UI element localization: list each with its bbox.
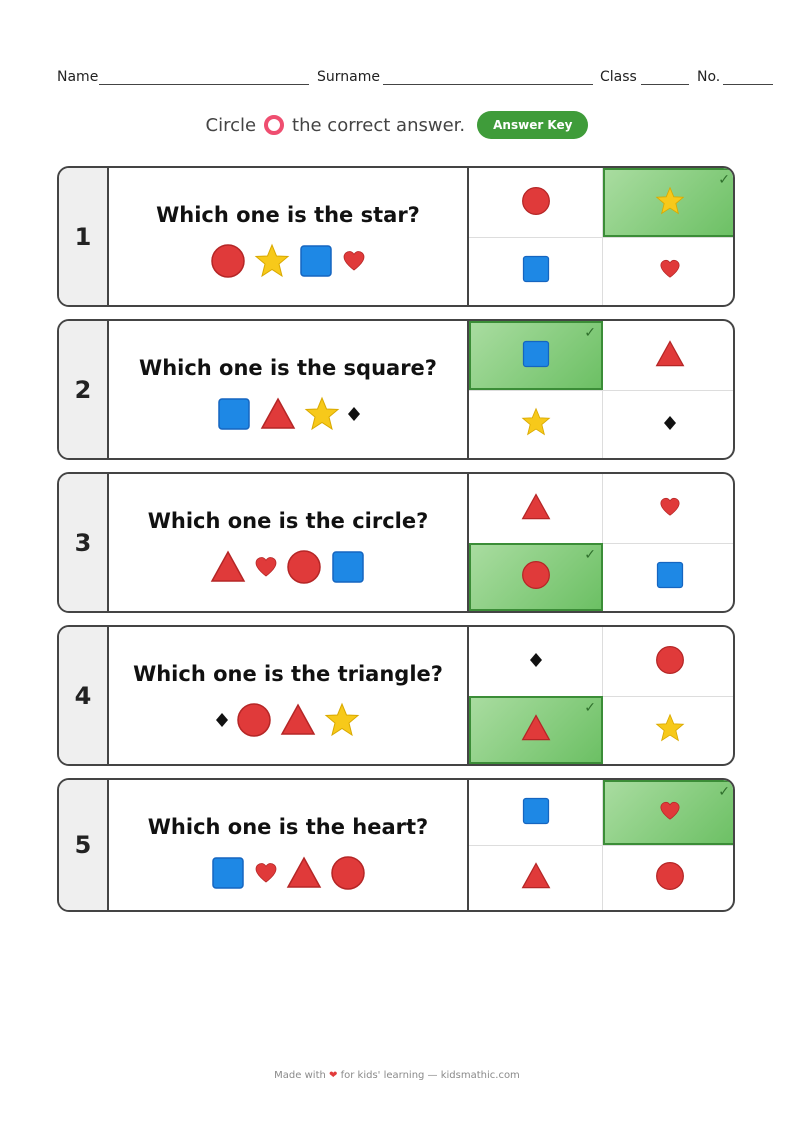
circle-icon: [521, 560, 551, 594]
circle-icon: [521, 186, 551, 220]
class-field[interactable]: [641, 84, 689, 85]
question-number: 3: [59, 474, 109, 611]
square-icon: [655, 560, 685, 594]
answer-option-triangle[interactable]: [469, 696, 603, 764]
checkmark-icon: ✓: [584, 325, 596, 341]
surname-label: Surname: [317, 69, 380, 85]
star-icon: [304, 396, 340, 432]
instruction: [0, 110, 794, 140]
answer-option-triangle[interactable]: [469, 474, 603, 543]
surname-field[interactable]: [383, 84, 593, 85]
square-icon: [521, 796, 551, 830]
triangle-icon: [655, 339, 685, 373]
question-text: Which one is the square?: [139, 356, 437, 380]
instruction-suffix: the correct answer.: [292, 114, 466, 136]
question-prompt: [109, 321, 469, 458]
square-icon: [216, 396, 252, 432]
star-icon: [521, 407, 551, 441]
answer-option-heart[interactable]: [603, 237, 735, 305]
diamond-icon: [216, 713, 228, 727]
name-field[interactable]: [99, 84, 309, 85]
shape-row: [109, 853, 467, 893]
answer-option-star[interactable]: [603, 168, 735, 237]
answer-option-circle[interactable]: [469, 543, 603, 611]
triangle-icon: [260, 396, 296, 432]
footer-suffix: for kids' learning — kidsmathic.com: [340, 1070, 520, 1081]
shape-row: [109, 394, 467, 434]
answer-grid: [469, 474, 735, 611]
checkmark-icon: ✓: [718, 784, 730, 800]
circle-icon: [236, 702, 272, 738]
footer: [0, 1070, 794, 1081]
question-card: [57, 625, 735, 766]
answer-option-heart[interactable]: [603, 474, 735, 543]
name-label: Name: [57, 69, 99, 85]
answer-grid: [469, 168, 735, 305]
star-icon: [655, 186, 685, 220]
triangle-icon: [210, 549, 246, 585]
star-icon: [324, 702, 360, 738]
heart-icon: [659, 258, 681, 284]
question-text: Which one is the triangle?: [133, 662, 443, 686]
heart-icon: [659, 800, 681, 826]
star-icon: [655, 713, 685, 747]
checkmark-icon: ✓: [584, 547, 596, 563]
square-icon: [521, 254, 551, 288]
heart-icon: [659, 496, 681, 522]
triangle-icon: [521, 492, 551, 526]
instruction-prefix: Circle: [205, 114, 257, 136]
shape-row: [109, 700, 467, 740]
question-number: 1: [59, 168, 109, 305]
heart-icon: [342, 249, 366, 273]
shape-row: [109, 241, 467, 281]
answer-option-diamond[interactable]: [469, 627, 603, 696]
footer-prefix: Made with: [274, 1070, 326, 1081]
answer-grid: [469, 627, 735, 764]
answer-option-square[interactable]: [469, 321, 603, 390]
answer-option-triangle[interactable]: [603, 321, 735, 390]
diamond-icon: [348, 407, 360, 421]
answer-option-circle[interactable]: [469, 168, 603, 237]
answer-option-square[interactable]: [469, 780, 603, 845]
circle-icon: [655, 645, 685, 679]
question-card: [57, 319, 735, 460]
answer-option-square[interactable]: [469, 237, 603, 305]
diamond-icon: [664, 415, 676, 434]
question-number: 2: [59, 321, 109, 458]
square-icon: [521, 339, 551, 373]
question-card: [57, 166, 735, 307]
triangle-icon: [286, 855, 322, 891]
answer-option-square[interactable]: [603, 543, 735, 611]
triangle-icon: [280, 702, 316, 738]
shape-row: [109, 547, 467, 587]
class-label: Class: [600, 69, 637, 85]
square-icon: [298, 243, 334, 279]
question-prompt: [109, 474, 469, 611]
answer-grid: [469, 780, 735, 910]
no-label: No.: [697, 69, 721, 85]
answer-option-circle[interactable]: [603, 845, 735, 910]
answer-option-star[interactable]: [469, 390, 603, 458]
question-card: [57, 472, 735, 613]
question-prompt: [109, 168, 469, 305]
question-text: Which one is the star?: [156, 203, 420, 227]
answer-grid: [469, 321, 735, 458]
diamond-icon: [530, 652, 542, 671]
checkmark-icon: ✓: [584, 700, 596, 716]
question-prompt: [109, 780, 469, 910]
student-info-fields: [57, 69, 773, 89]
question-text: Which one is the circle?: [147, 509, 429, 533]
checkmark-icon: ✓: [718, 172, 730, 188]
answer-option-heart[interactable]: [603, 780, 735, 845]
answer-option-circle[interactable]: [603, 627, 735, 696]
question-card: [57, 778, 735, 912]
heart-icon: [254, 555, 278, 579]
question-number: 4: [59, 627, 109, 764]
circle-icon: [655, 861, 685, 895]
no-field[interactable]: [723, 84, 773, 85]
answer-option-star[interactable]: [603, 696, 735, 764]
answer-option-triangle[interactable]: [469, 845, 603, 910]
triangle-icon: [521, 861, 551, 895]
square-icon: [210, 855, 246, 891]
circle-icon: [330, 855, 366, 891]
triangle-icon: [521, 713, 551, 747]
square-icon: [330, 549, 366, 585]
circle-icon: [264, 115, 284, 135]
heart-icon: ❤: [329, 1070, 338, 1081]
answer-option-diamond[interactable]: [603, 390, 735, 458]
answer-key-badge: Answer Key: [477, 111, 588, 139]
question-prompt: [109, 627, 469, 764]
heart-icon: [254, 861, 278, 885]
star-icon: [254, 243, 290, 279]
question-text: Which one is the heart?: [147, 815, 429, 839]
circle-icon: [286, 549, 322, 585]
question-number: 5: [59, 780, 109, 910]
circle-icon: [210, 243, 246, 279]
